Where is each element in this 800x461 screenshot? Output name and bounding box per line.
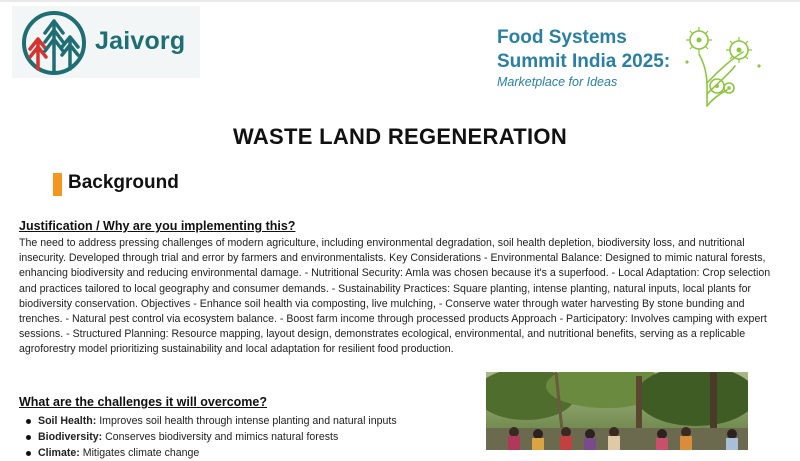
section-heading: Background	[68, 172, 179, 193]
section-accent-bar	[53, 173, 62, 196]
summit-title-line2: Summit India 2025:	[497, 51, 671, 72]
food-systems-summit-logo	[492, 20, 792, 110]
list-item	[24, 413, 474, 429]
justification-paragraph	[19, 236, 781, 358]
flower-illustration-icon	[677, 22, 777, 108]
summit-subtitle: Marketplace for Ideas	[497, 75, 618, 89]
item-label: Soil Health:	[38, 415, 97, 427]
justification-question: Justification / Why are you implementing this?	[19, 219, 296, 233]
paragraph-line: planting, natural inputs, local plants for biodiversity conservation. Objectives - Enhance soil health via composting, live mulching, - Conserve water	[19, 282, 751, 310]
paragraph-line: nutritional insecurity. Developed through trial and error by farmers and environmentalists. Key Considerations - Environmental Balance: Designed to	[19, 237, 745, 265]
paragraph-line: The need to address pressing challenges of modern agriculture, including environmental degradation, soil health depletion, biodiversity loss, and	[19, 237, 696, 249]
challenges-list	[24, 413, 474, 461]
challenges-question: What are the challenges it will overcome?	[19, 395, 267, 409]
paragraph-line: mimic natural forests, enhancing biodiversity and reducing environmental damage. - Nutritional Security: Amla was chosen because it's a superfood. -	[19, 252, 766, 280]
trees-logo-icon	[16, 9, 92, 75]
summit-title-line1: Food Systems	[497, 27, 627, 48]
item-text: Conserves biodiversity and mimics natural forests	[102, 431, 339, 443]
top-rule	[0, 0, 800, 2]
list-item	[24, 429, 474, 445]
paragraph-line: Local Adaptation: Crop selection and practices tailored to local geography and consumer demands. - Sustainability Practices: Square planting, intense	[19, 267, 771, 295]
jaivorg-brand-name: Jaivorg	[95, 27, 186, 55]
item-label: Climate:	[38, 447, 80, 459]
item-text: Improves soil health through intense planting and natural inputs	[96, 415, 397, 427]
list-item	[24, 445, 474, 461]
paragraph-line: resilient food production.	[338, 343, 454, 356]
document-title: WASTE LAND REGENERATION	[232, 124, 568, 149]
paragraph-line: products Approach - Participatory: Involves camping with expert sessions. - Structured Planning: Resource mapping, layout design, demonstrates	[19, 313, 767, 341]
jaivorg-logo	[12, 6, 200, 78]
item-text: Mitigates climate change	[79, 447, 200, 459]
field-photo	[486, 372, 748, 450]
paragraph-line: through water harvesting By stone bunding and trenches. - Natural pest control via ecosystem balance. - Boost farm income through processed	[19, 297, 745, 326]
item-label: Biodiversity:	[38, 431, 103, 443]
paragraph-line: ecological, environmental, and nutritional benefits, serving as a replicable agroforestry model prioritizing sustainability and local adaptation for	[19, 328, 746, 356]
